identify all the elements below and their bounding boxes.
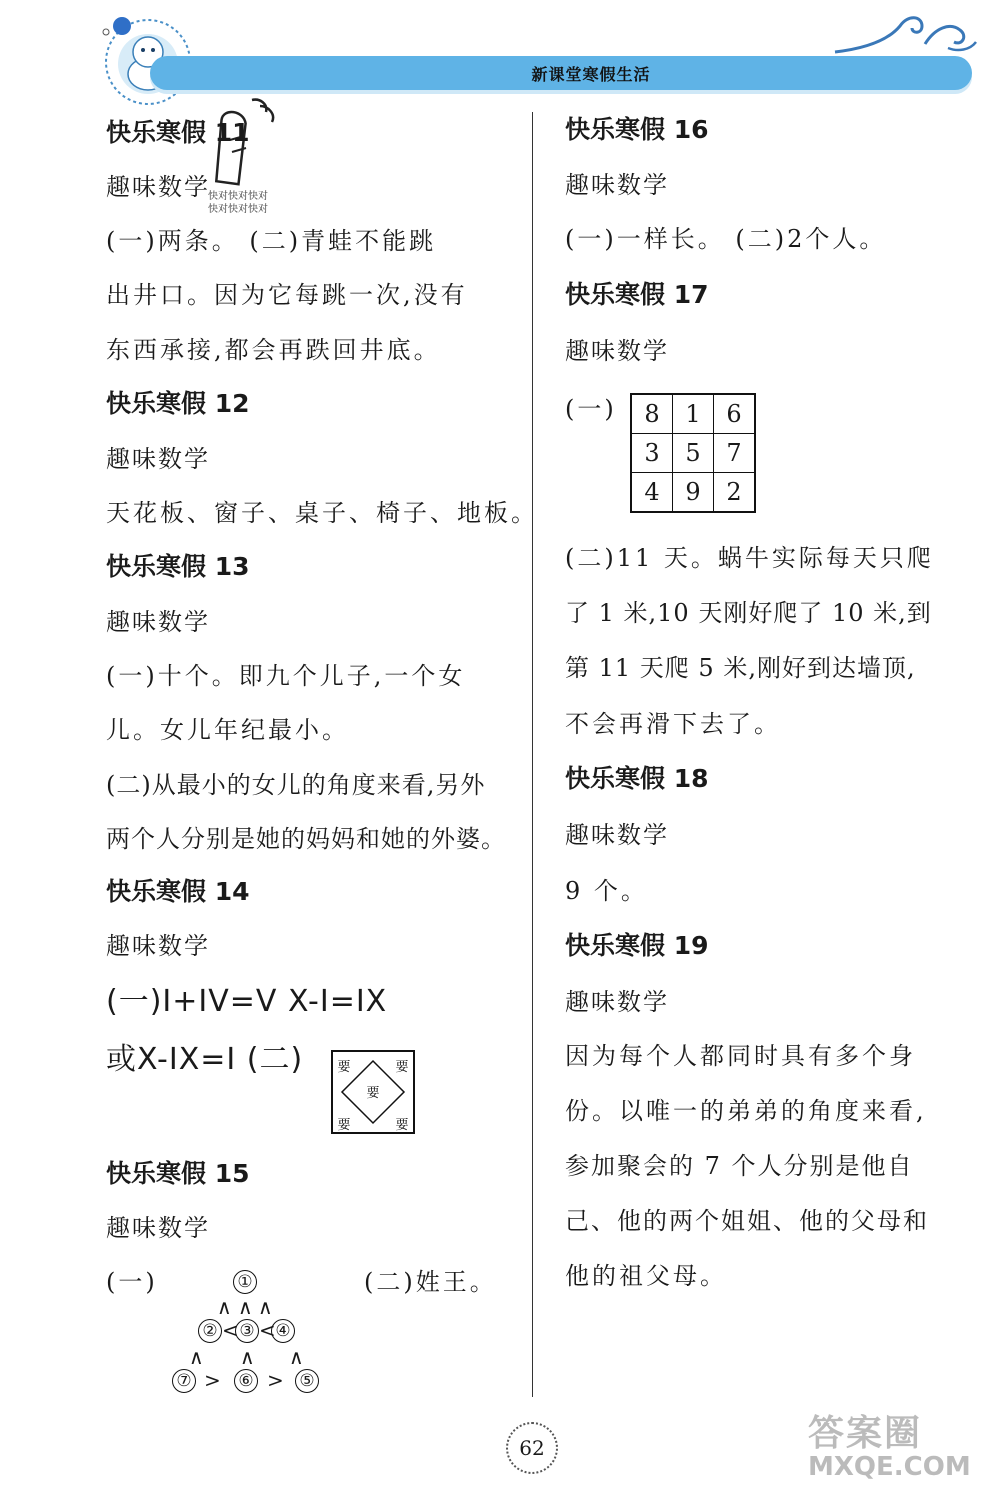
order-symbol: > [204, 1368, 221, 1392]
section-sub-11: 趣味数学 [106, 173, 210, 201]
section-heading-12: 快乐寒假 12 [106, 389, 250, 418]
circle-node: ② [198, 1319, 222, 1343]
section-sub-12: 趣味数学 [106, 445, 210, 473]
section-heading-19: 快乐寒假 19 [565, 931, 709, 960]
magic-cell: 4 [631, 473, 673, 513]
section-sub-18: 趣味数学 [565, 821, 669, 849]
diamond-char: 要 [395, 1118, 409, 1133]
section-sub-17: 趣味数学 [565, 337, 669, 365]
diamond-char: 要 [395, 1060, 409, 1075]
magic-row [631, 394, 755, 434]
answer-line: 他的祖父母。 [565, 1262, 727, 1290]
answer-line: (一)两条。 (二)青蛙不能跳 [106, 227, 437, 255]
circle-node: ① [233, 1270, 257, 1294]
answer-line: (一)一样长。 (二)2个人。 [565, 225, 887, 253]
header-title: 新课堂寒假生活 [531, 65, 651, 84]
section-heading-14: 快乐寒假 14 [106, 877, 250, 906]
circle-node: ⑤ [295, 1369, 319, 1393]
answer-line: 天花板、窗子、桌子、椅子、地板。 [106, 499, 538, 527]
wave-decoration-icon [830, 8, 980, 58]
answer-line: 参加聚会的 7 个人分别是他自 [565, 1152, 914, 1180]
magic-row [631, 434, 755, 473]
answer-line: (二)从最小的女儿的角度来看,另外 [106, 771, 486, 799]
section-heading-16: 快乐寒假 16 [565, 115, 709, 144]
magic-cell: 5 [673, 434, 714, 473]
order-symbol: > [267, 1368, 284, 1392]
watermark [808, 1405, 971, 1482]
section-heading-11: 快乐寒假 11 [106, 118, 250, 147]
order-symbol: ∧ [217, 1295, 232, 1319]
order-symbol: < [259, 1318, 276, 1342]
magic-cell: 8 [631, 394, 673, 434]
diamond-char: 要 [337, 1060, 351, 1075]
section-sub-19: 趣味数学 [565, 988, 669, 1016]
section-sub-13: 趣味数学 [106, 608, 210, 636]
column-divider [532, 112, 533, 1397]
diamond-char: 要 [337, 1118, 351, 1133]
magic-cell: 3 [631, 434, 673, 473]
magic-square [630, 393, 756, 513]
diamond-char: 要 [366, 1086, 380, 1101]
order-symbol: ∧ [289, 1345, 304, 1369]
answer-line: 不会再滑下去了。 [565, 710, 781, 738]
answer-line: 出井口。因为它每跳一次,没有 [106, 281, 468, 309]
page-number: 62 [506, 1422, 558, 1474]
answer-label: (一) [565, 395, 617, 423]
magic-cell: 2 [714, 473, 756, 513]
answer-line: 东西承接,都会再跌回井底。 [106, 336, 441, 364]
order-symbol: ∧ [240, 1345, 255, 1369]
order-symbol: ∧ [258, 1295, 273, 1319]
section-sub-16: 趣味数学 [565, 171, 669, 199]
section-sub-15: 趣味数学 [106, 1214, 210, 1242]
section-heading-15: 快乐寒假 15 [106, 1159, 250, 1188]
answer-line: (二)姓王。 [364, 1268, 497, 1296]
stamp-text-line-1: 快对快对快对 [208, 191, 268, 202]
watermark-line-1: 答案圈 [808, 1413, 923, 1454]
magic-cell: 6 [714, 394, 756, 434]
answer-line: 了 1 米,10 天刚好爬了 10 米,到 [565, 599, 932, 627]
section-sub-14: 趣味数学 [106, 932, 210, 960]
watermark-line-2: MXQE.COM [808, 1452, 971, 1482]
section-heading-17: 快乐寒假 17 [565, 280, 709, 309]
magic-cell: 9 [673, 473, 714, 513]
answer-line: (一)十个。即九个儿子,一个女 [106, 662, 466, 690]
magic-row [631, 473, 755, 513]
answer-line: 两个人分别是她的妈妈和她的外婆。 [106, 825, 506, 853]
roman-equation-2: 或X-IX=I (二) [106, 1042, 304, 1077]
section-heading-18: 快乐寒假 18 [565, 764, 709, 793]
answer-line: 份。以唯一的弟弟的角度来看, [565, 1097, 927, 1125]
circle-node: ⑥ [234, 1369, 258, 1393]
roman-equation-1: (一)I+IV=V X-I=IX [106, 984, 388, 1019]
section-heading-13: 快乐寒假 13 [106, 552, 250, 581]
stamp-text [208, 190, 268, 216]
answer-line: (二)11 天。蜗牛实际每天只爬 [565, 544, 934, 572]
circle-node: ③ [235, 1319, 259, 1343]
header-banner [150, 56, 972, 90]
stamp-text-line-2: 快对快对快对 [208, 204, 268, 215]
answer-line: 因为每个人都同时具有多个身 [565, 1042, 916, 1070]
answer-line: 9 个。 [565, 877, 648, 905]
magic-cell: 1 [673, 394, 714, 434]
magic-cell: 7 [714, 434, 756, 473]
answer-line: 己、他的两个姐姐、他的父母和 [565, 1207, 929, 1235]
diamond-box-figure [330, 1049, 416, 1135]
circle-node: ④ [271, 1319, 295, 1343]
order-symbol: ∧ [189, 1345, 204, 1369]
circle-node: ⑦ [172, 1369, 196, 1393]
answer-line: 儿。女儿年纪最小。 [106, 716, 349, 744]
order-symbol: < [222, 1318, 239, 1342]
order-symbol: ∧ [238, 1295, 253, 1319]
answer-line: 第 11 天爬 5 米,刚好到达墙顶, [565, 654, 916, 682]
answer-label: (一) [106, 1268, 158, 1296]
